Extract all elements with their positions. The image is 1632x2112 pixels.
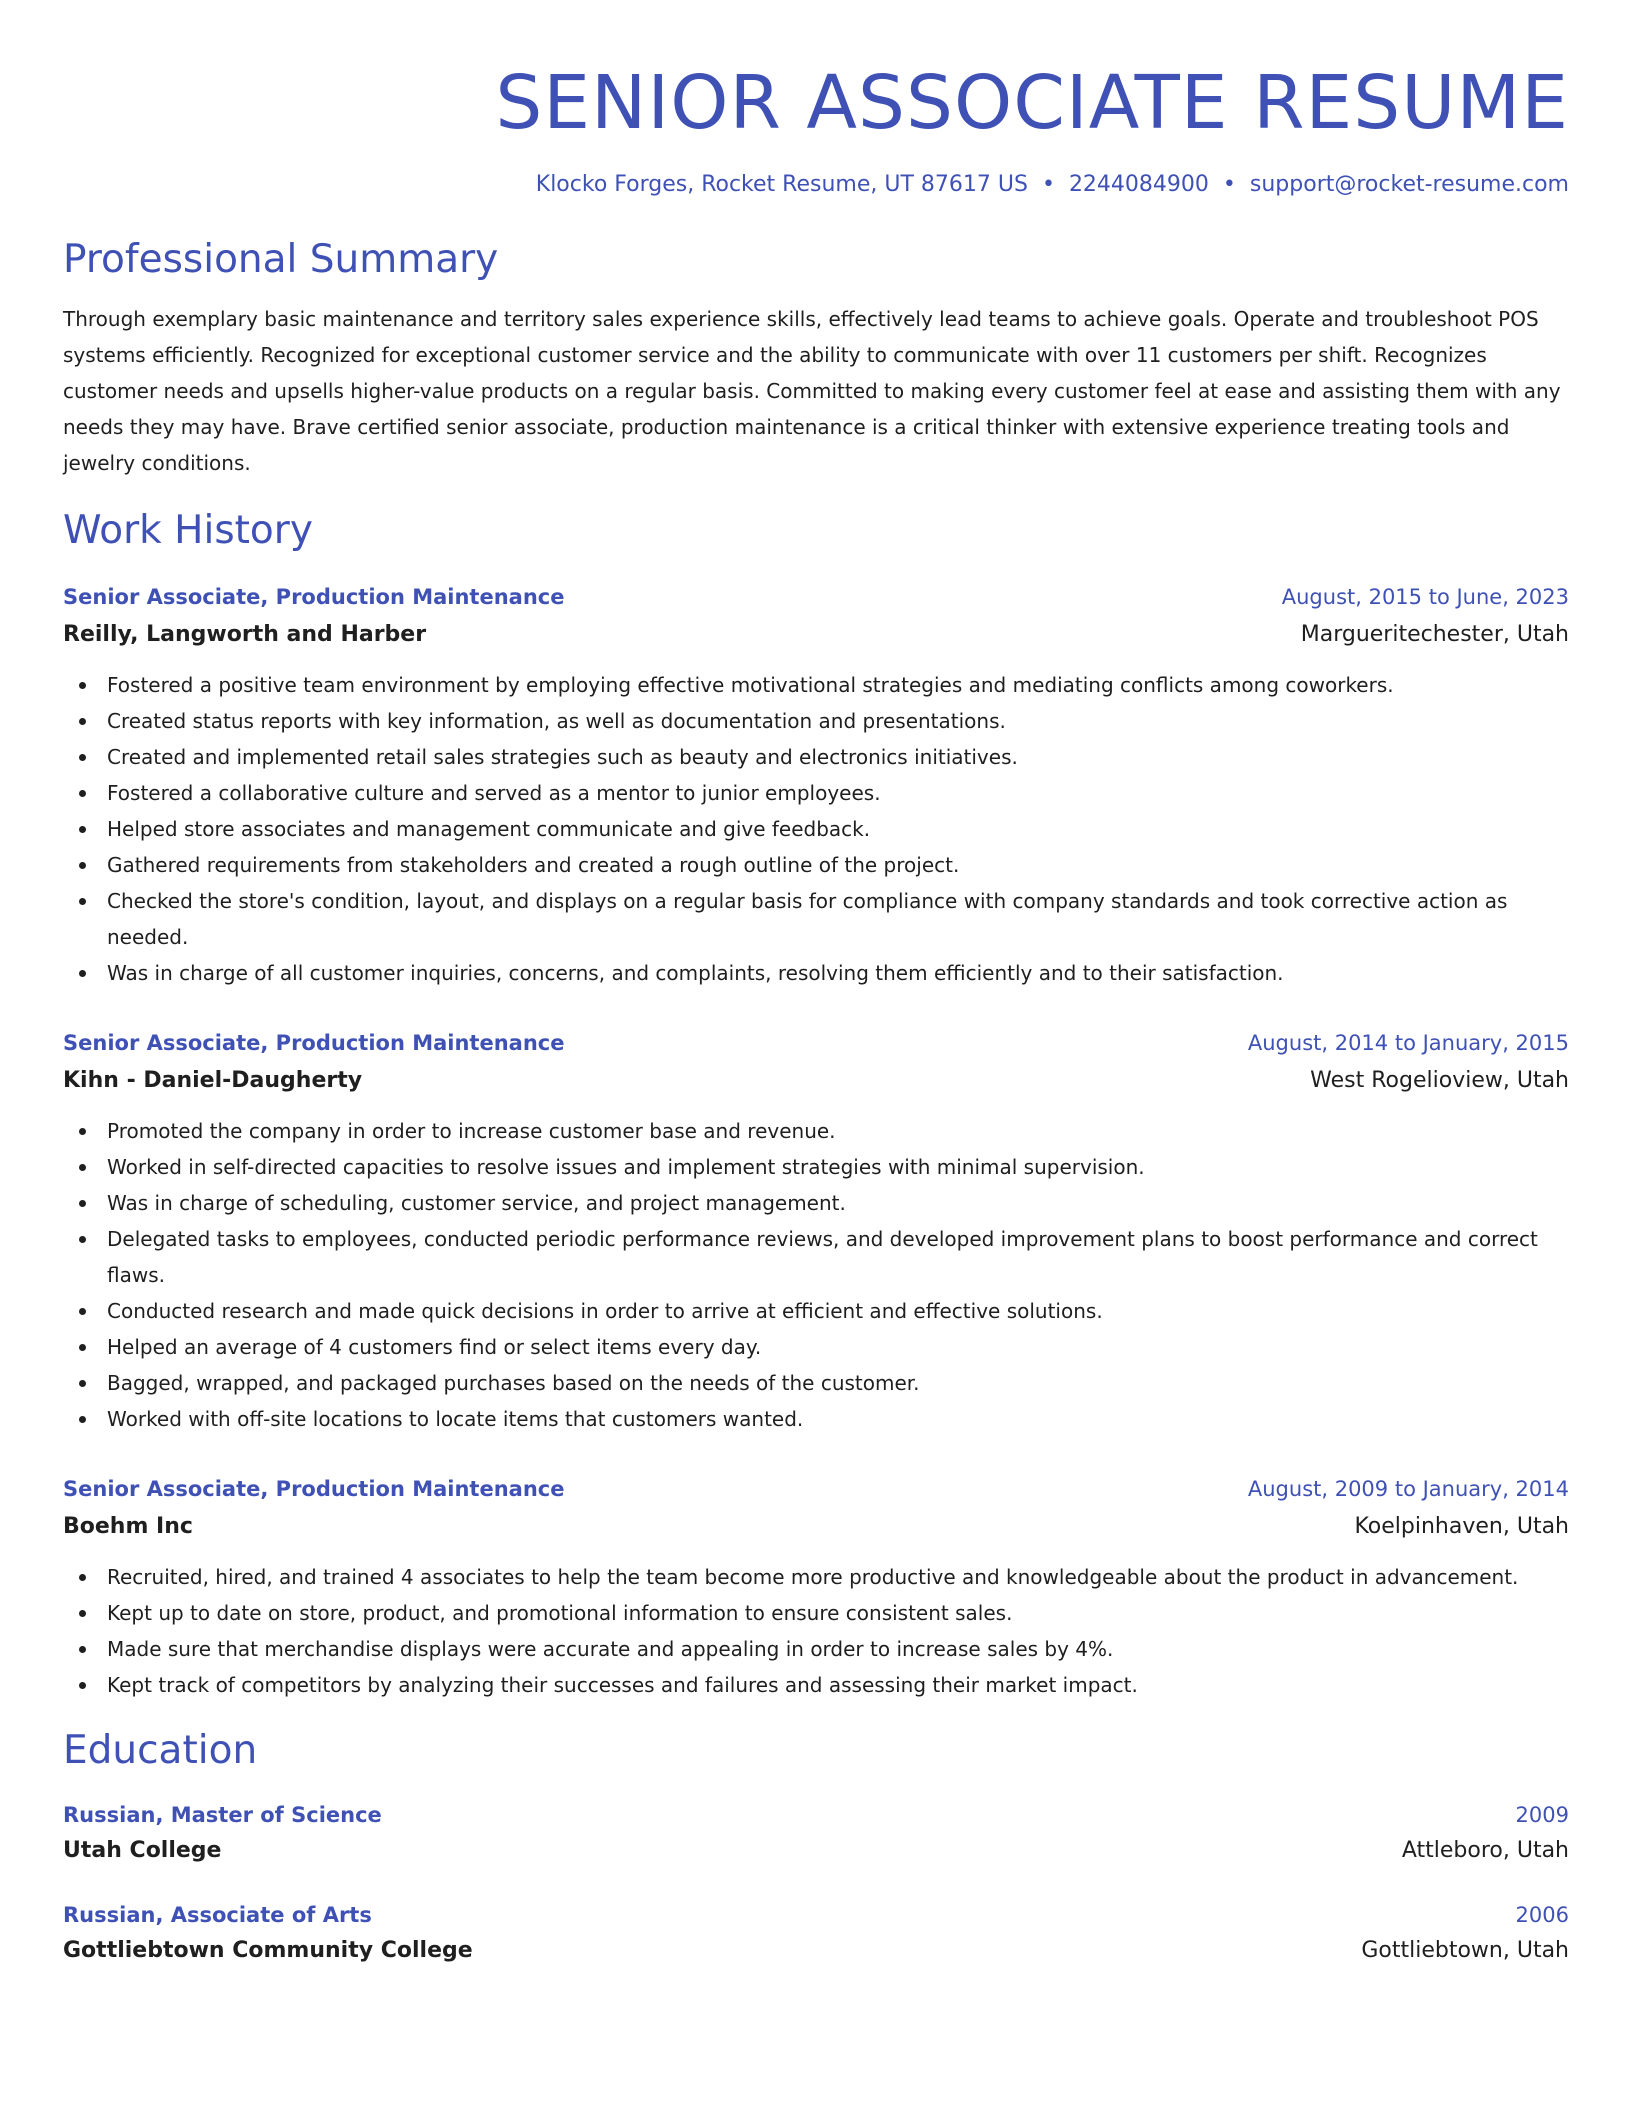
summary-text: Through exemplary basic maintenance and territory sales experience skills, effectively lead teams to achieve goals. Operate and troubleshoot POS systems efficiently. Recognized for exceptional customer service and the ability to communicate with over 11 customers per shift. Recognizes customer needs and upsells higher-value products on a regular basis. Committed to making every customer feel at ease and assisting them with any needs they may have. Brave certified senior associate, production maintenance is a critical thinker with extensive experience treating tools and jewelry conditions. xyxy=(63,307,1561,475)
education-heading: Education xyxy=(63,1728,258,1773)
contact-phone: 2244084900 xyxy=(1068,172,1209,197)
education-entry xyxy=(63,1899,1569,1969)
bullet-text: Kept track of competitors by analyzing their successes and failures and assessing their market impact. xyxy=(107,1673,1138,1697)
work-history-heading: Work History xyxy=(63,508,313,553)
list-item xyxy=(63,1667,1569,1703)
job-header-row xyxy=(63,581,1569,613)
degree-name: Russian, Associate of Arts xyxy=(63,1903,372,1927)
list-item xyxy=(63,1149,1569,1185)
degree-row xyxy=(63,1799,1569,1831)
education-entry xyxy=(63,1799,1569,1869)
contact-separator: • xyxy=(1222,172,1236,197)
job-entry xyxy=(63,581,1569,991)
job-header-row xyxy=(63,1027,1569,1059)
bullet-text: Was in charge of all customer inquiries, concerns, and complaints, resolving them efficiently and to their satisfaction. xyxy=(107,961,1284,985)
bullet-text: Recruited, hired, and trained 4 associates to help the team become more productive and knowledgeable about the product in advancement. xyxy=(107,1565,1519,1589)
list-item xyxy=(63,1185,1569,1221)
job-bullet-list xyxy=(63,667,1569,991)
list-item xyxy=(63,1559,1569,1595)
job-company-row xyxy=(63,1059,1569,1099)
bullet-text: Made sure that merchandise displays were accurate and appealing in order to increase sales by 4%. xyxy=(107,1637,1114,1661)
bullet-text: Created and implemented retail sales strategies such as beauty and electronics initiatives. xyxy=(107,745,1018,769)
bullet-text: Fostered a positive team environment by employing effective motivational strategies and mediating conflicts among coworkers. xyxy=(107,673,1394,697)
company-name: Boehm Inc xyxy=(63,1514,193,1539)
bullet-text: Was in charge of scheduling, customer service, and project management. xyxy=(107,1191,846,1215)
bullet-icon xyxy=(79,1416,86,1423)
bullet-icon xyxy=(79,718,86,725)
bullet-text: Kept up to date on store, product, and promotional information to ensure consistent sales. xyxy=(107,1601,1013,1625)
job-dates: August, 2014 to January, 2015 xyxy=(1247,1031,1569,1055)
list-item xyxy=(63,1365,1569,1401)
bullet-icon xyxy=(79,898,86,905)
company-name: Reilly, Langworth and Harber xyxy=(63,622,427,647)
bullet-icon xyxy=(79,1574,86,1581)
bullet-text: Gathered requirements from stakeholders and created a rough outline of the project. xyxy=(107,853,960,877)
list-item xyxy=(63,955,1569,991)
bullet-text: Helped an average of 4 customers find or select items every day. xyxy=(107,1335,762,1359)
job-entry xyxy=(63,1027,1569,1437)
job-company-row xyxy=(63,1505,1569,1545)
bullet-icon xyxy=(79,682,86,689)
contact-line xyxy=(63,169,1569,201)
list-item xyxy=(63,775,1569,811)
page-title: SENIOR ASSOCIATE RESUME xyxy=(495,60,1569,146)
bullet-text: Fostered a collaborative culture and served as a mentor to junior employees. xyxy=(107,781,881,805)
list-item xyxy=(63,703,1569,739)
list-item xyxy=(63,667,1569,703)
bullet-icon xyxy=(79,1610,86,1617)
list-item xyxy=(63,847,1569,883)
work-history-list xyxy=(63,581,1569,1703)
bullet-icon xyxy=(79,970,86,977)
school-row xyxy=(63,1831,1569,1869)
contact-separator: • xyxy=(1041,172,1055,197)
job-location: Margueritechester, Utah xyxy=(1300,622,1569,647)
bullet-text: Checked the store's condition, layout, and displays on a regular basis for compliance with company standards and took corrective action as needed. xyxy=(107,889,1508,949)
graduation-year: 2009 xyxy=(1515,1803,1569,1827)
school-location: Gottliebtown, Utah xyxy=(1361,1938,1569,1963)
list-item xyxy=(63,1401,1569,1437)
bullet-icon xyxy=(79,862,86,869)
bullet-text: Delegated tasks to employees, conducted periodic performance reviews, and developed improvement plans to boost performance and correct flaws. xyxy=(107,1227,1538,1287)
list-item xyxy=(63,883,1569,955)
company-name: Kihn - Daniel-Daugherty xyxy=(63,1068,363,1093)
contact-address: Klocko Forges, Rocket Resume, UT 87617 US xyxy=(535,172,1028,197)
resume-header xyxy=(63,0,1569,201)
bullet-text: Bagged, wrapped, and packaged purchases based on the needs of the customer. xyxy=(107,1371,920,1395)
bullet-icon xyxy=(79,1308,86,1315)
contact-email: support@rocket-resume.com xyxy=(1249,172,1569,197)
list-item xyxy=(63,1113,1569,1149)
job-location: Koelpinhaven, Utah xyxy=(1354,1514,1569,1539)
list-item xyxy=(63,739,1569,775)
school-location: Attleboro, Utah xyxy=(1401,1838,1569,1863)
list-item xyxy=(63,811,1569,847)
bullet-text: Promoted the company in order to increase customer base and revenue. xyxy=(107,1119,836,1143)
bullet-icon xyxy=(79,1344,86,1351)
school-name: Gottliebtown Community College xyxy=(63,1938,473,1963)
job-location: West Rogelioview, Utah xyxy=(1310,1068,1569,1093)
bullet-icon xyxy=(79,1164,86,1171)
bullet-icon xyxy=(79,1200,86,1207)
job-bullet-list xyxy=(63,1113,1569,1437)
bullet-icon xyxy=(79,826,86,833)
bullet-icon xyxy=(79,1646,86,1653)
list-item xyxy=(63,1595,1569,1631)
job-title: Senior Associate, Production Maintenance xyxy=(63,1031,565,1055)
education-list xyxy=(63,1799,1569,1969)
list-item xyxy=(63,1221,1569,1293)
school-name: Utah College xyxy=(63,1838,222,1863)
bullet-text: Conducted research and made quick decisions in order to arrive at efficient and effective solutions. xyxy=(107,1299,1103,1323)
school-row xyxy=(63,1931,1569,1969)
bullet-text: Worked with off-site locations to locate items that customers wanted. xyxy=(107,1407,804,1431)
job-dates: August, 2009 to January, 2014 xyxy=(1247,1477,1569,1501)
job-dates: August, 2015 to June, 2023 xyxy=(1281,585,1569,609)
bullet-icon xyxy=(79,1128,86,1135)
job-title: Senior Associate, Production Maintenance xyxy=(63,585,565,609)
bullet-text: Worked in self-directed capacities to resolve issues and implement strategies with minimal supervision. xyxy=(107,1155,1145,1179)
bullet-text: Helped store associates and management communicate and give feedback. xyxy=(107,817,871,841)
summary-heading: Professional Summary xyxy=(63,237,499,282)
list-item xyxy=(63,1293,1569,1329)
bullet-icon xyxy=(79,754,86,761)
job-title: Senior Associate, Production Maintenance xyxy=(63,1477,565,1501)
bullet-icon xyxy=(79,1380,86,1387)
list-item xyxy=(63,1631,1569,1667)
bullet-icon xyxy=(79,1682,86,1689)
job-bullet-list xyxy=(63,1559,1569,1703)
degree-row xyxy=(63,1899,1569,1931)
bullet-icon xyxy=(79,790,86,797)
bullet-text: Created status reports with key information, as well as documentation and presentations. xyxy=(107,709,1006,733)
job-entry xyxy=(63,1473,1569,1703)
job-header-row xyxy=(63,1473,1569,1505)
degree-name: Russian, Master of Science xyxy=(63,1803,382,1827)
graduation-year: 2006 xyxy=(1515,1903,1569,1927)
job-company-row xyxy=(63,613,1569,653)
bullet-icon xyxy=(79,1236,86,1243)
list-item xyxy=(63,1329,1569,1365)
